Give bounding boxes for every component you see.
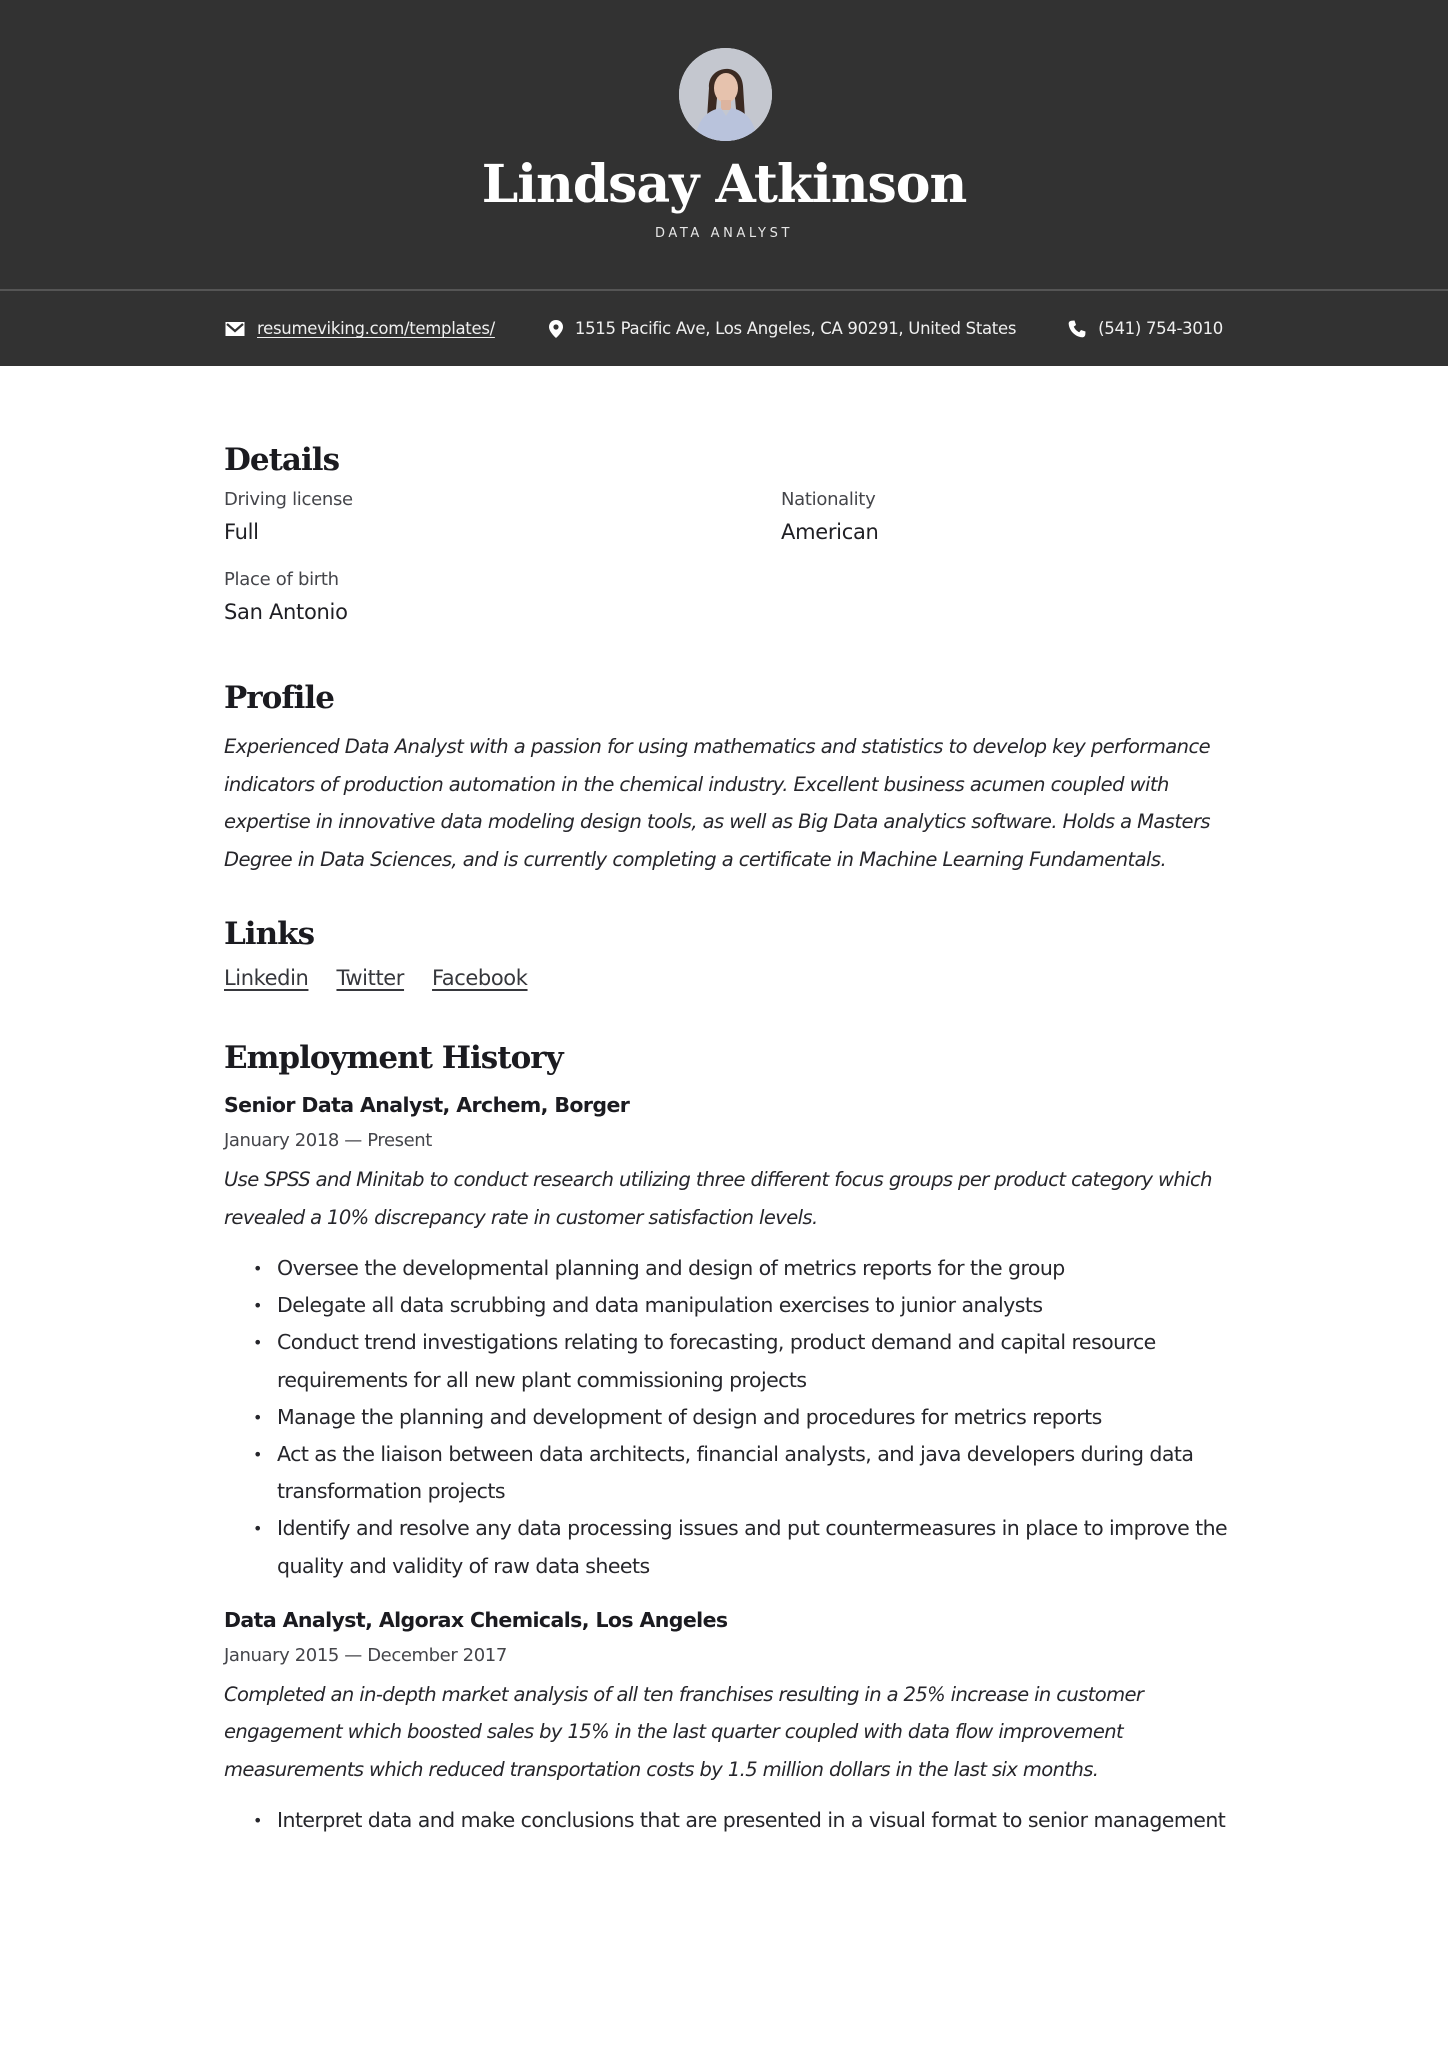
contact-bar	[0, 291, 1448, 366]
employment-title: Employment History	[224, 1040, 563, 1076]
phone-icon	[1068, 320, 1086, 338]
details-grid	[224, 488, 1224, 658]
phone-text: (541) 754-3010	[1098, 319, 1223, 338]
job-bullet: • Identify and resolve any data processing issues and put countermeasures in place to improve the quality and validity of raw data sheets	[253, 1510, 1234, 1584]
details-title: Details	[224, 442, 340, 478]
profile-summary: Experienced Data Analyst with a passion for using mathematics and statistics to develop key performance indicators of production automation in the chemical industry. Excellent business acumen coupled with expertise in innovative data modeling design tools, as well as Big Data analytics software. Holds a Masters Degree in Data Sciences, and is currently completing a certificate in Machine Learning Fundamentals.	[224, 735, 1211, 871]
profile-title: Profile	[224, 680, 334, 716]
map-pin-icon	[549, 320, 563, 338]
resume-body	[224, 440, 1228, 1833]
job-dates: January 2018 — Present	[224, 1130, 432, 1151]
job-summary: Completed an in-depth market analysis of all ten franchises resulting in a 25% increase in customer engagement which boosted sales by 15% in the last quarter coupled with data flow improvement measurements which reduced transportation costs by 1.5 million dollars in the last six months.	[224, 1682, 1144, 1781]
contact-website	[225, 319, 495, 338]
details-section	[224, 440, 1224, 658]
job-bullet: • Oversee the developmental planning and design of metrics reports for the group	[253, 1250, 1234, 1287]
profile-section	[224, 678, 1224, 878]
job-bullet: • Act as the liaison between data architects, financial analysts, and java developers during data transformation projects	[253, 1436, 1234, 1510]
detail-value: Full	[224, 520, 259, 544]
links-title: Links	[224, 916, 315, 952]
job-entry	[224, 1090, 1234, 1585]
link-facebook[interactable]: Facebook	[432, 966, 528, 990]
link-linkedin[interactable]: Linkedin	[224, 966, 309, 990]
job-bullet: • Manage the planning and development of design and procedures for metrics reports	[253, 1399, 1234, 1436]
employment-section	[224, 1038, 1234, 1840]
envelope-icon	[225, 321, 245, 337]
detail-driving-license	[224, 488, 353, 547]
job-bullet-list	[224, 1250, 1234, 1585]
contact-phone	[1068, 319, 1223, 338]
job-heading: Senior Data Analyst, Archem, Borger	[224, 1093, 630, 1117]
profile-photo	[679, 48, 772, 141]
job-summary: Use SPSS and Minitab to conduct research utilizing three different focus groups per product category which revealed a 10% discrepancy rate in customer satisfaction levels.	[224, 1168, 1212, 1229]
address-text: 1515 Pacific Ave, Los Angeles, CA 90291, United States	[574, 319, 1017, 338]
website-link[interactable]: resumeviking.com/templates/	[257, 319, 495, 338]
job-bullet: • Conduct trend investigations relating to forecasting, product demand and capital resource requirements for all new plant commissioning projects	[253, 1324, 1234, 1398]
candidate-job-title: DATA ANALYST	[655, 226, 793, 241]
link-twitter[interactable]: Twitter	[336, 966, 405, 990]
detail-label: Driving license	[224, 489, 353, 510]
detail-value: American	[781, 520, 879, 544]
links-list	[224, 966, 1224, 990]
detail-label: Place of birth	[224, 569, 339, 590]
job-heading: Data Analyst, Algorax Chemicals, Los Angeles	[224, 1607, 728, 1632]
contact-address	[549, 319, 1016, 338]
links-section	[224, 914, 1224, 990]
resume-header	[0, 0, 1448, 366]
person-photo-icon	[679, 48, 772, 141]
job-dates: January 2015 — December 2017	[224, 1644, 507, 1666]
job-bullet: • Interpret data and make conclusions that are presented in a visual format to senior management	[253, 1802, 1234, 1839]
detail-label: Nationality	[781, 489, 876, 510]
detail-place-of-birth	[224, 568, 348, 627]
job-bullet-list	[224, 1802, 1234, 1839]
job-entry	[224, 1605, 1234, 1840]
detail-nationality	[781, 488, 879, 547]
job-bullet: • Delegate all data scrubbing and data manipulation exercises to junior analysts	[253, 1287, 1234, 1324]
detail-value: San Antonio	[224, 600, 348, 624]
candidate-name: Lindsay Atkinson	[481, 154, 967, 215]
